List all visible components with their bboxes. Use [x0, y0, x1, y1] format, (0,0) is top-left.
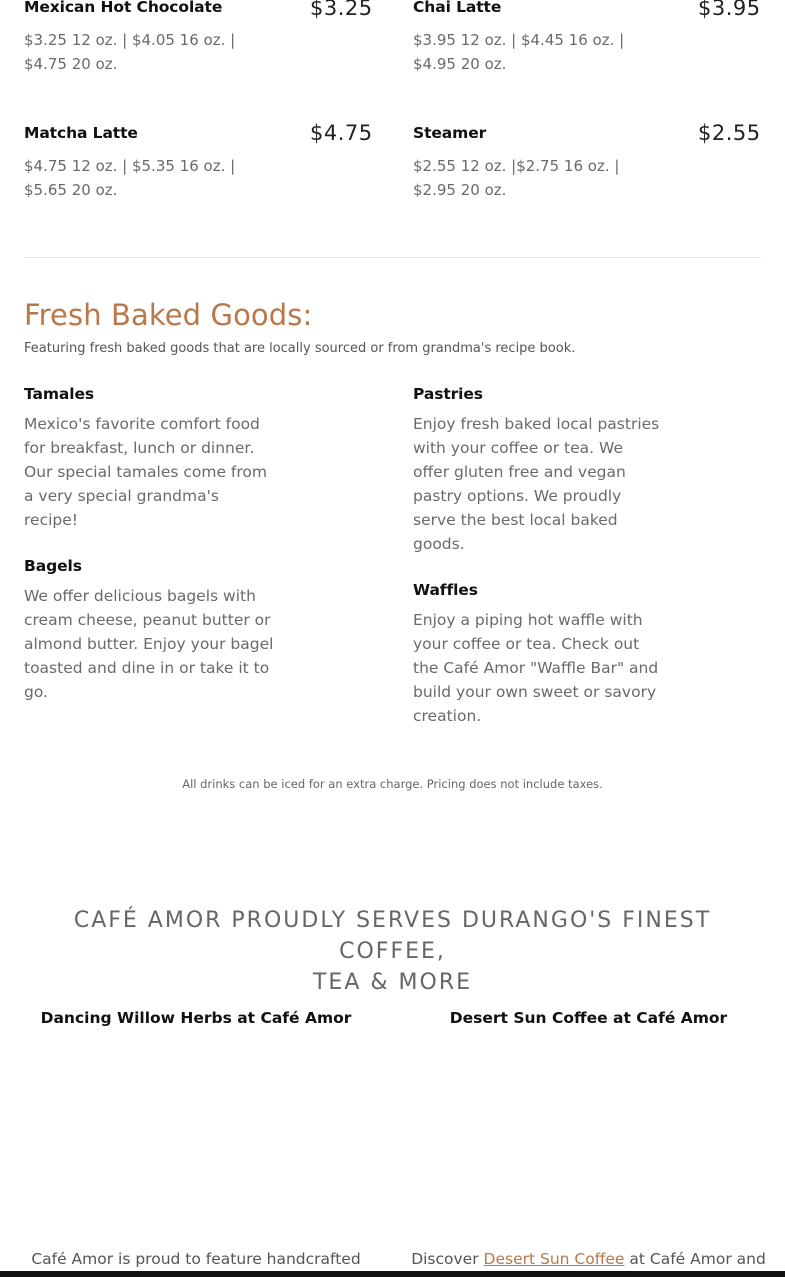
baked-item-desc: Enjoy fresh baked local pastries with your coffee or tea. We offer gluten free and vegan pastry options. We proudly serve the best local baked goods. [413, 415, 660, 553]
bottom-bar [0, 1271, 785, 1277]
baked-item-name: Pastries [413, 385, 483, 403]
baked-item-name: Waffles [413, 581, 478, 599]
drink-price: $4.75 [310, 121, 373, 145]
drink-price: $2.55 [698, 121, 761, 145]
drink-sizes: $4.75 12 oz. | $5.35 16 oz. | $5.65 20 oz. [24, 157, 236, 199]
brand-text-dancing-willow: Café Amor is proud to feature handcrafted [31, 1250, 361, 1268]
drink-name: Chai Latte [413, 0, 502, 16]
section-title: Fresh Baked Goods: [24, 298, 313, 332]
serves-heading-line1: CAFÉ AMOR PROUDLY SERVES DURANGO'S FINEST COFFEE, [73, 908, 712, 964]
desert-sun-coffee-link[interactable]: Desert Sun Coffee [483, 1250, 625, 1268]
baked-item-desc: We offer delicious bagels with cream cheese, peanut butter or almond butter. Enjoy your bagel toasted and dine in or take it to go. [24, 587, 274, 701]
drink-sizes: $2.55 12 oz. |$2.75 16 oz. | $2.95 20 oz. [413, 157, 620, 199]
brand-title-dancing-willow: Dancing Willow Herbs at Café Amor [40, 1009, 352, 1027]
section-subtitle: Featuring fresh baked goods that are locally sourced or from grandma's recipe book. [24, 341, 576, 356]
drink-name: Mexican Hot Chocolate [24, 0, 223, 16]
drink-price: $3.25 [310, 0, 373, 20]
drink-price: $3.95 [698, 0, 761, 20]
drink-sizes: $3.95 12 oz. | $4.45 16 oz. | $4.95 20 oz. [413, 31, 625, 73]
brand-text-before: Discover [411, 1250, 484, 1268]
baked-item-name: Tamales [24, 385, 94, 403]
brand-title-desert-sun: Desert Sun Coffee at Café Amor [449, 1009, 728, 1027]
serves-heading-line2: TEA & MORE [312, 970, 472, 995]
drink-name: Steamer [413, 124, 487, 142]
brand-text-after: at Café Amor and [624, 1250, 766, 1268]
baked-item-desc: Enjoy a piping hot waffle with your coffee or tea. Check out the Café Amor "Waffle Bar" and build your own sweet or savory creation. [413, 611, 659, 725]
serves-heading [20, 905, 765, 998]
baked-item-desc: Mexico's favorite comfort food for breakfast, lunch or dinner. Our special tamales come from a very special grandma's recipe! [24, 415, 267, 529]
drink-name: Matcha Latte [24, 124, 138, 142]
drink-sizes: $3.25 12 oz. | $4.05 16 oz. | $4.75 20 oz. [24, 31, 236, 73]
baked-item-name: Bagels [24, 557, 82, 575]
pricing-note: All drinks can be iced for an extra charge. Pricing does not include taxes. [182, 777, 603, 791]
section-divider [24, 257, 761, 258]
brand-text-desert-sun [392, 1250, 785, 1268]
